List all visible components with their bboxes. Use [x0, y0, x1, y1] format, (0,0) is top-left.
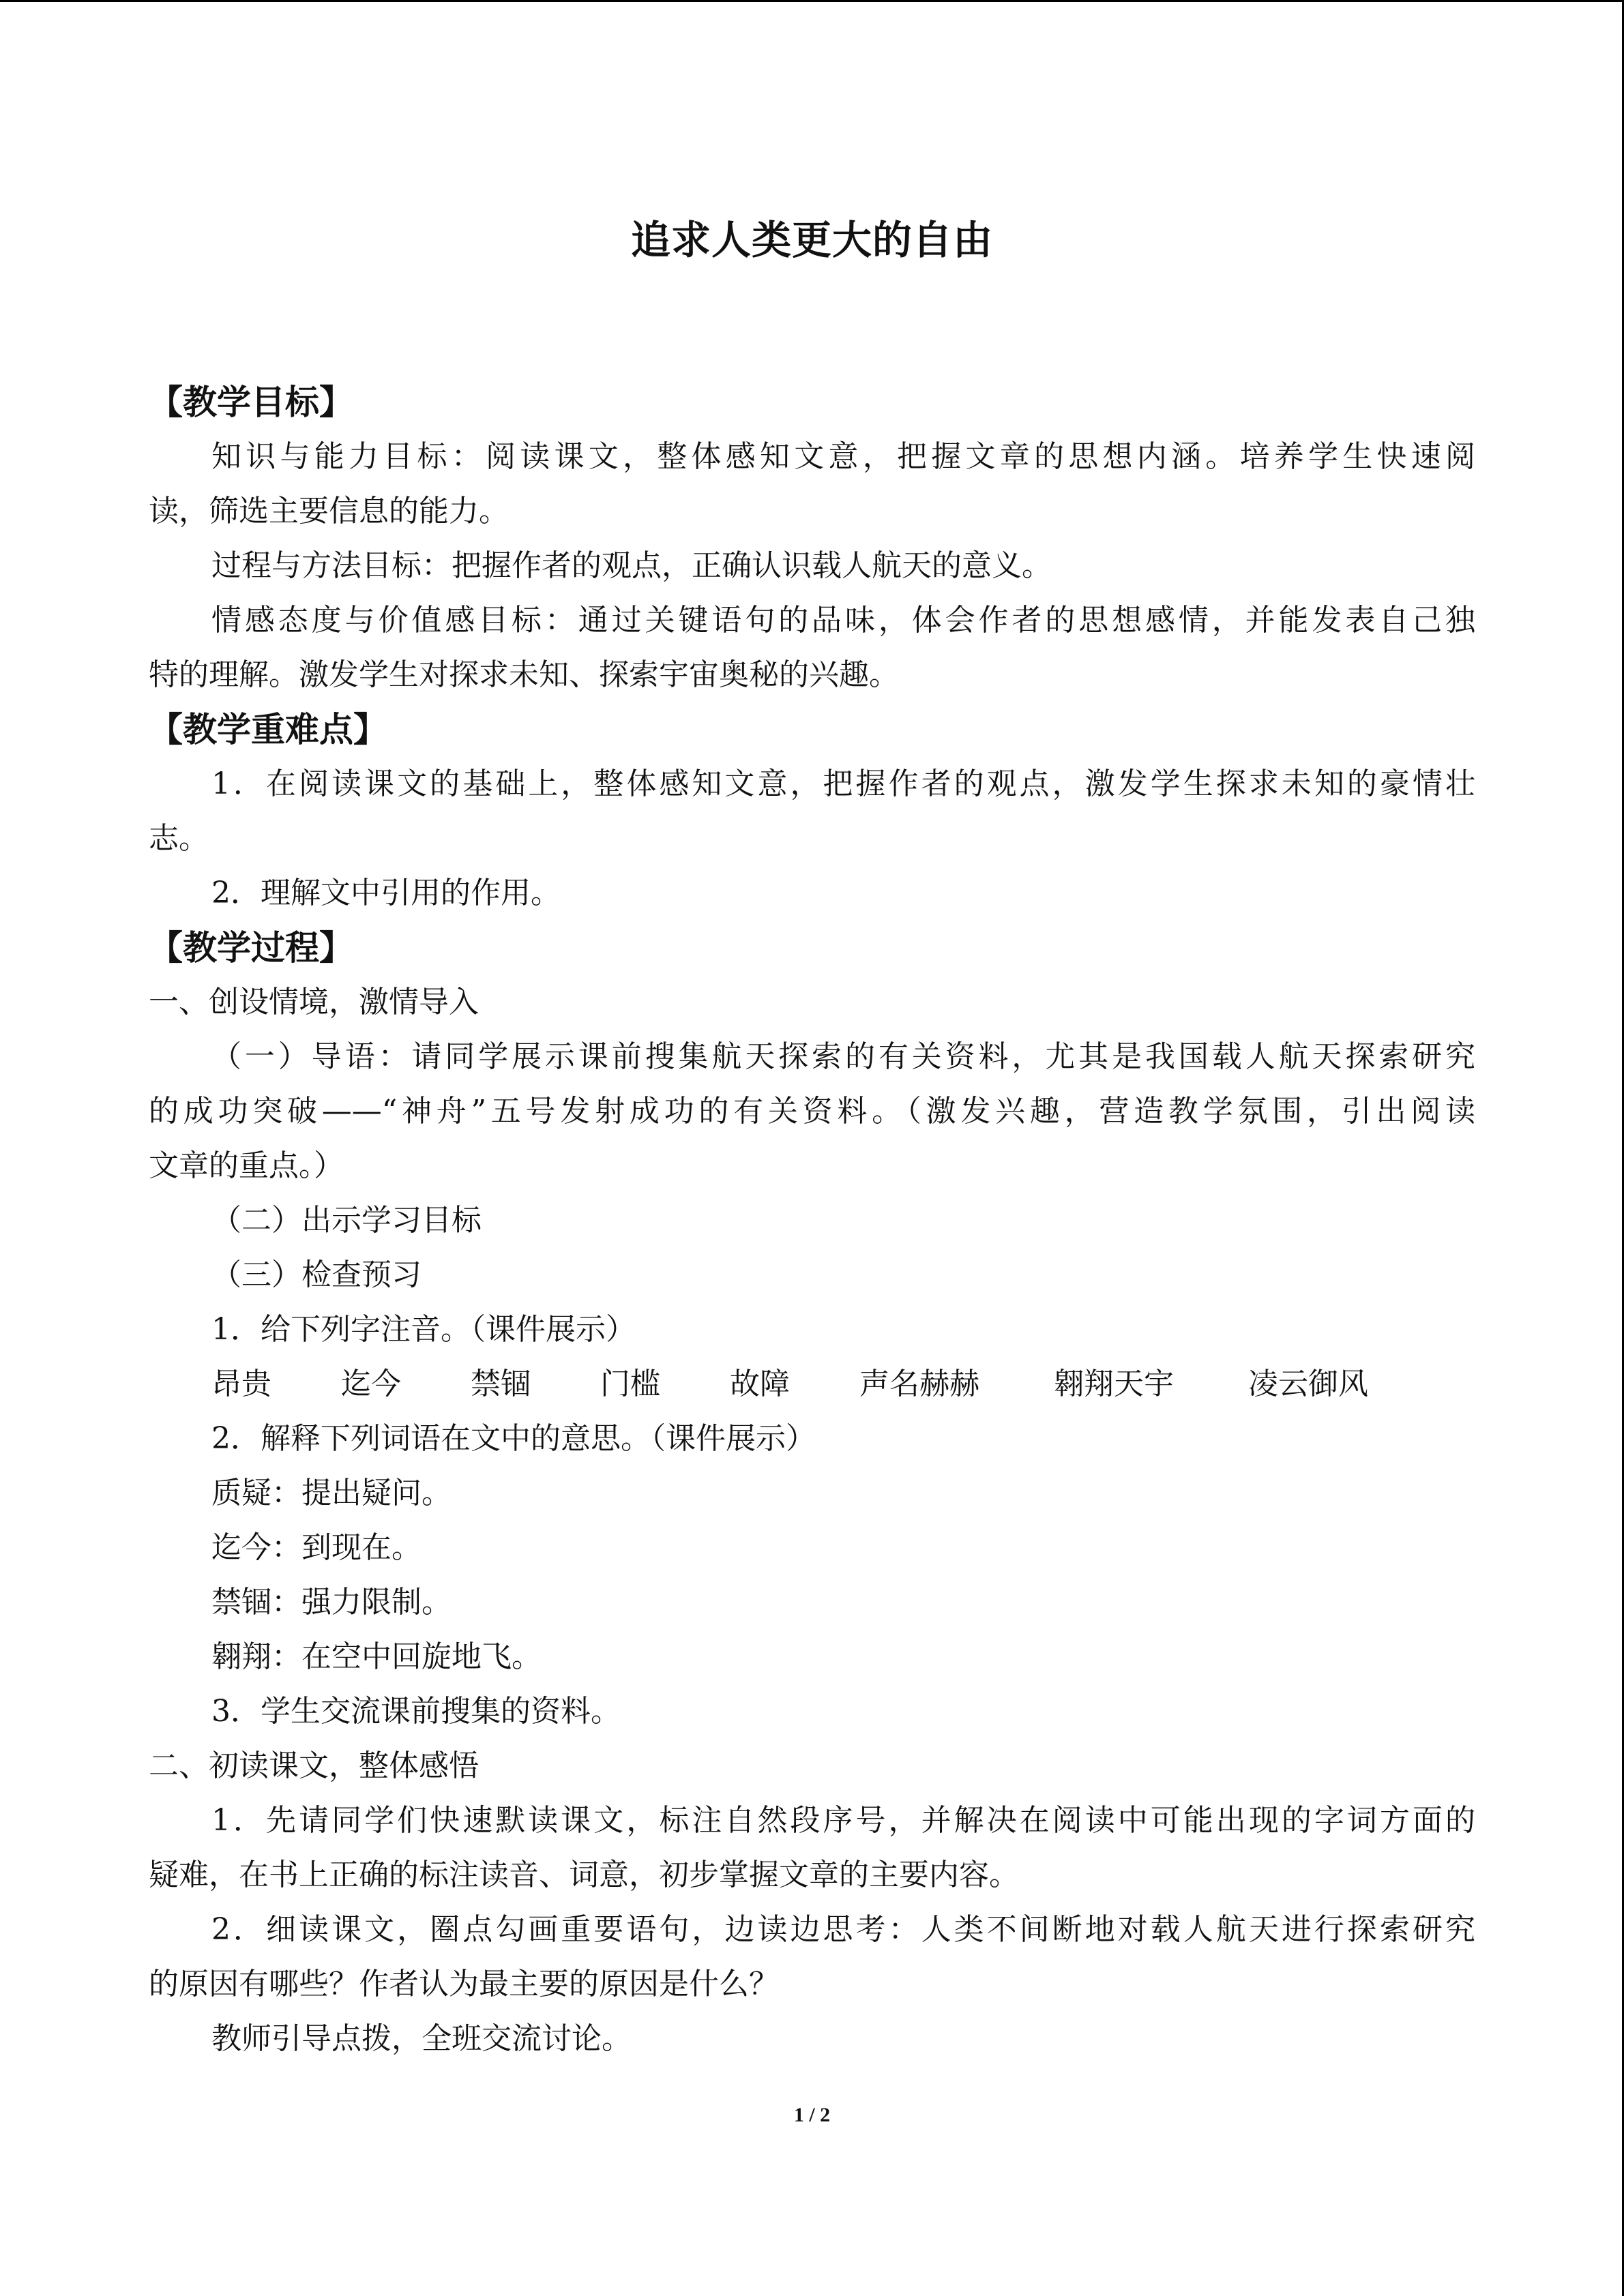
paragraph-line: 2．细读课文，圈点勾画重要语句，边读边思考：人类不间断地对载人航天进行探索研究	[211, 1912, 1475, 1947]
vocab-word: 凌云御风	[1248, 1367, 1368, 1401]
vocab-word: 声名赫赫	[859, 1367, 979, 1401]
paragraph-line: 疑难，在书上正确的标注读音、词意，初步掌握文章的主要内容。	[149, 1858, 1019, 1892]
vocab-word: 翱翔天宇	[1054, 1367, 1174, 1401]
paragraph-line: 的原因有哪些？作者认为最主要的原因是什么？	[149, 1967, 779, 2001]
paragraph-line: 特的理解。激发学生对探求未知、探索宇宙奥秘的兴趣。	[149, 657, 899, 692]
paragraph-line: 知识与能力目标：阅读课文，整体感知文意，把握文章的思想内涵。培养学生快速阅	[211, 439, 1475, 474]
paragraph-line: 教师引导点拨，全班交流讨论。	[211, 2021, 632, 2056]
paragraph-line: 的成功突破——“神舟”五号发射成功的有关资料。（激发兴趣，营造教学氛围，引出阅读	[149, 1094, 1475, 1129]
vocab-word: 门槛	[600, 1367, 660, 1401]
document-body	[149, 375, 1475, 2066]
paragraph-line: 1．先请同学们快速默读课文，标注自然段序号，并解决在阅读中可能出现的字词方面的	[211, 1803, 1475, 1838]
subsection-heading: 二、初读课文，整体感悟	[149, 1748, 479, 1783]
paragraph-line: 1．在阅读课文的基础上，整体感知文意，把握作者的观点，激发学生探求未知的豪情壮	[211, 766, 1475, 801]
section-heading-goals: 【教学目标】	[149, 383, 353, 422]
paragraph-line: 1．给下列字注音。（课件展示）	[211, 1312, 636, 1347]
paragraph-line: 文章的重点。）	[149, 1148, 344, 1183]
definition-line: 迄今：到现在。	[211, 1530, 422, 1565]
paragraph-line: 过程与方法目标：把握作者的观点，正确认识载人航天的意义。	[211, 548, 1052, 583]
vocab-word: 迄今	[341, 1367, 401, 1401]
definition-line: 禁锢：强力限制。	[211, 1585, 452, 1620]
definition-line: 翱翔：在空中回旋地飞。	[211, 1639, 542, 1674]
paragraph-line: 3．学生交流课前搜集的资料。	[211, 1694, 621, 1729]
paragraph-line: （三）检查预习	[211, 1257, 422, 1292]
section-heading-process: 【教学过程】	[149, 928, 353, 968]
vocab-word: 禁锢	[471, 1367, 531, 1401]
paragraph-line: 情感态度与价值感目标：通过关键语句的品味，体会作者的思想感情，并能发表自己独	[211, 603, 1475, 638]
paragraph-line: 2．理解文中引用的作用。	[211, 876, 561, 910]
subsection-heading: 一、创设情境，激情导入	[149, 985, 479, 1019]
paragraph-line: 2．解释下列词语在文中的意思。（课件展示）	[211, 1421, 816, 1456]
document-title: 追求人类更大的自由	[630, 217, 993, 263]
section-heading-key-points: 【教学重难点】	[149, 710, 387, 749]
page-number: 1 / 2	[793, 2104, 831, 2126]
vocab-word: 昂贵	[211, 1367, 271, 1401]
vocab-word: 故障	[730, 1367, 790, 1401]
paragraph-line: 读，筛选主要信息的能力。	[149, 494, 509, 528]
paragraph-line: 志。	[149, 821, 209, 856]
paragraph-line: （二）出示学习目标	[211, 1203, 482, 1238]
paragraph-line: （一）导语：请同学展示课前搜集航天探索的有关资料，尤其是我国载人航天探索研究	[211, 1039, 1475, 1074]
definition-line: 质疑：提出疑问。	[211, 1476, 452, 1510]
vocabulary-row	[149, 1357, 1475, 1412]
